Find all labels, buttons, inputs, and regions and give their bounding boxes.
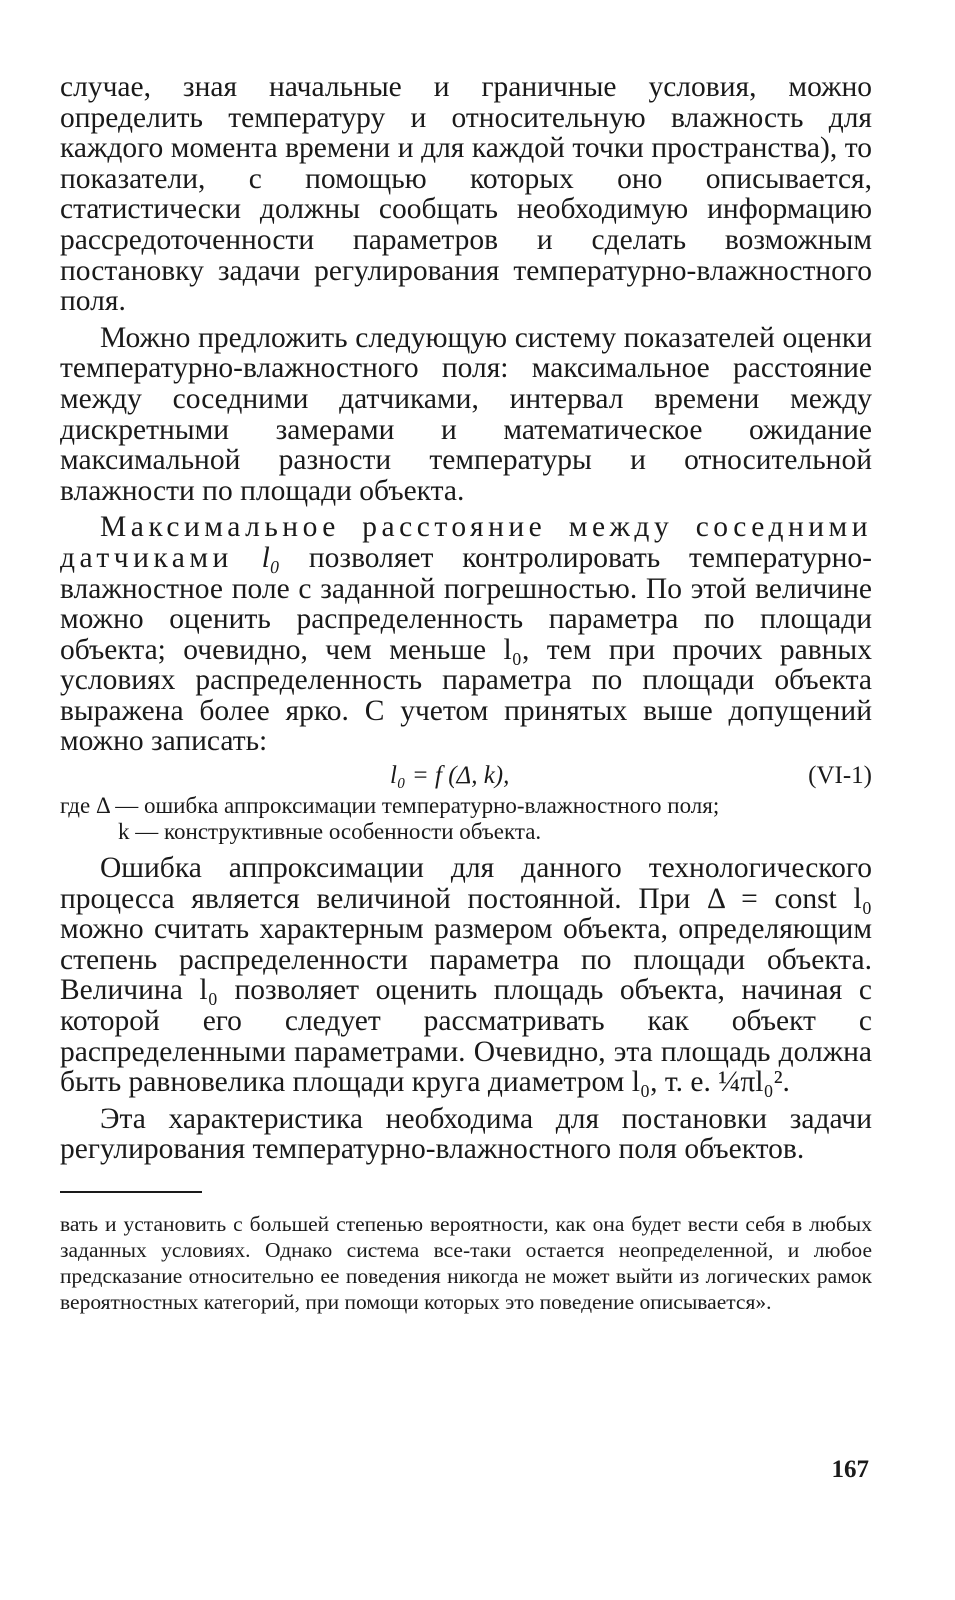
paragraph-4: Ошибка аппроксимации для данного технологического процесса является величиной постоянной. При Δ = const l₀ можно считать характерным размером объекта, определяющим степень распределенности параметра по площади объекта. Величина l₀ позволяет оценить площадь объекта, начиная с которой его следует рассматривать как объект с распределенными параметрами. Очевидно, эта площадь должна быть равновелика площади круга диаметром l₀, т. е. ¼πl₀². bbox=[60, 852, 872, 1099]
symbol-l0: l₀ bbox=[261, 541, 281, 574]
page-number: 167 bbox=[831, 1456, 869, 1483]
book-page bbox=[60, 72, 872, 1315]
spaced-term: Максимальное расстояние между соседними датчиками bbox=[60, 511, 872, 574]
formula: l₀ = f (Δ, k), bbox=[390, 762, 510, 790]
formula-row bbox=[60, 759, 872, 793]
where-line-2: k — конструктивные особенности объекта. bbox=[118, 819, 542, 845]
paragraph-2: Можно предложить следующую систему показателей оценки температурно-влажностного поля: максимальное расстояние между соседними датчиками, интервал времени между дискретными замерами и математическое ожидание максимальной разности температуры и относительной влажности по площади объекта. bbox=[60, 321, 872, 507]
where-block bbox=[60, 793, 872, 845]
formula-number: (VI-1) bbox=[808, 762, 872, 790]
footnote-divider bbox=[60, 1191, 202, 1193]
paragraph-5: Эта характеристика необходима для постановки задачи регулирования температурно-влажностного поля объектов. bbox=[60, 1102, 872, 1166]
paragraph-1: случае, зная начальные и граничные условия, можно определить температуру и относительную влажность для каждого момента времени и для каждой точки пространства), то показатели, с помощью которых оно описывается, статистически должны сообщать необходимую информацию рассредоточенности параметров и сделать возможным постановку задачи регулирования температурно-влажностного поля. bbox=[60, 71, 872, 318]
footnote: вать и установить с большей степенью вероятности, как она будет вести себя в любых заданных условиях. Однако система все-таки остается неопределенной, и любое предсказание относительно ее поведения никогда не может выйти из логических рамок вероятностных категорий, при помощи которых это поведение описывается». bbox=[60, 1212, 872, 1314]
paragraph-3 bbox=[60, 512, 872, 757]
where-line-1: где Δ — ошибка аппроксимации температурно-влажностного поля; bbox=[60, 793, 720, 819]
paragraph-3-text: позволяет контролировать температурно-влажностное поле с заданной погрешностью. По этой величине можно оценить распределенность параметра по площади объекта; очевидно, чем меньше l₀, тем при прочих равных условиях распределенность параметра по площади объекта выражена более ярко. С учетом принятых выше допущений можно записать: bbox=[60, 541, 872, 758]
